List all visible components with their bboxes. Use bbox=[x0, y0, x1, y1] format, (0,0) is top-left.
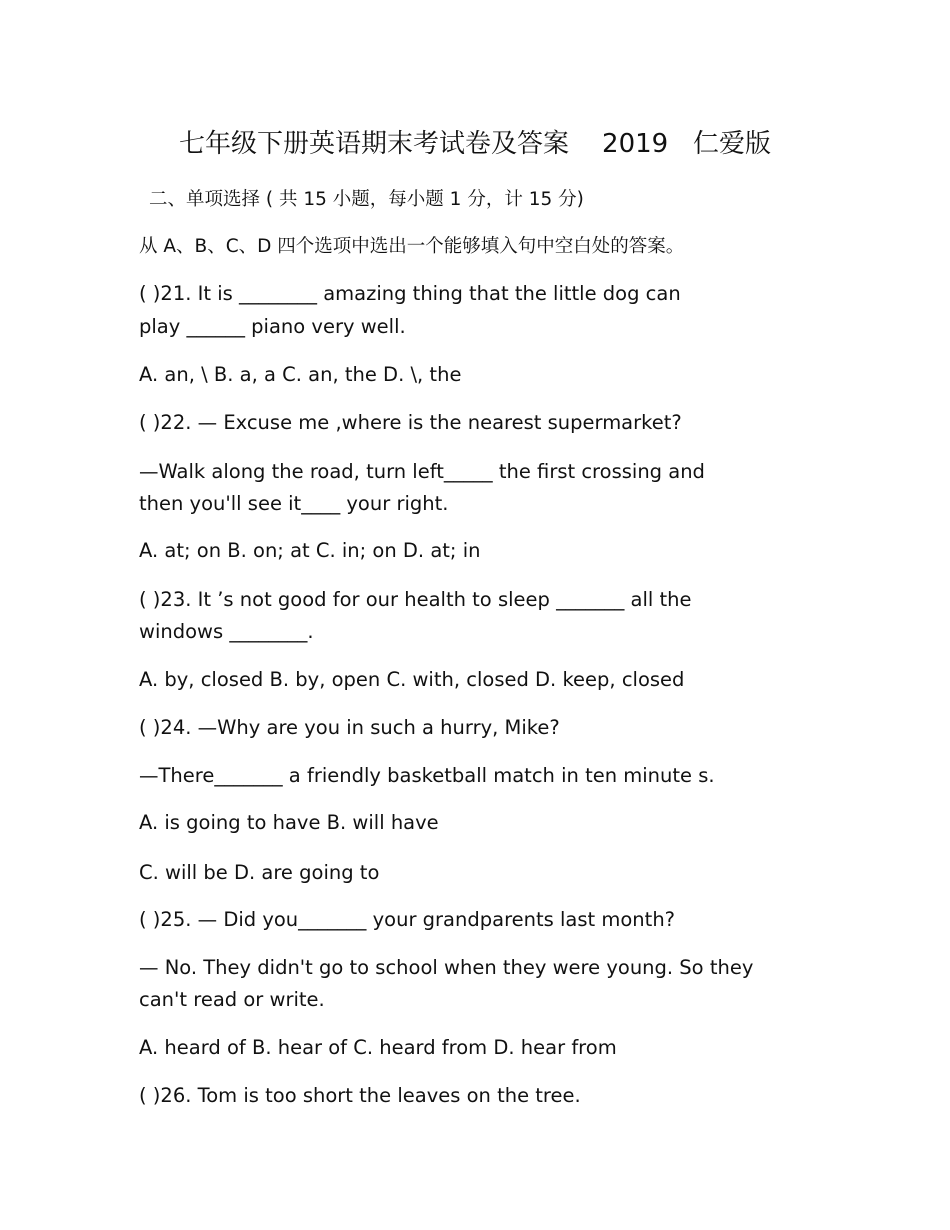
question-21-options: A. an, \ B. a, a C. an, the D. \, the bbox=[139, 363, 462, 386]
question-25-line-2: — No. They didn't go to school when they were young. So they bbox=[139, 956, 754, 979]
instructions: 从 A、B、C、D 四个选项中选出一个能够填入句中空白处的答案。 bbox=[139, 236, 685, 257]
question-24-line-2: —There_______ a friendly basketball match in ten minute s. bbox=[139, 764, 715, 787]
question-22-line-3: then you'll see it____ your right. bbox=[139, 492, 449, 515]
question-25-line-3: can't read or write. bbox=[139, 988, 325, 1011]
question-24-options-1: A. is going to have B. will have bbox=[139, 811, 439, 834]
question-22-options: A. at; on B. on; at C. in; on D. at; in bbox=[139, 539, 481, 562]
section-heading: 二、单项选择 ( 共 15 小题，每小题 1 分，计 15 分) bbox=[149, 189, 584, 210]
question-24-options-2: C. will be D. are going to bbox=[139, 861, 380, 884]
question-21-line-1: ( )21. It is ________ amazing thing that the little dog can bbox=[139, 282, 681, 305]
question-26-line-1: ( )26. Tom is too short the leaves on the tree. bbox=[139, 1084, 581, 1107]
question-23-line-2: windows ________. bbox=[139, 620, 314, 643]
question-22-line-1: ( )22. — Excuse me ,where is the nearest supermarket? bbox=[139, 411, 682, 434]
question-23-line-1: ( )23. It ’s not good for our health to sleep _______ all the bbox=[139, 588, 692, 611]
question-25-options: A. heard of B. hear of C. heard from D. hear from bbox=[139, 1036, 617, 1059]
question-24-line-1: ( )24. —Why are you in such a hurry, Mike? bbox=[139, 716, 560, 739]
question-22-line-2: —Walk along the road, turn left_____ the first crossing and bbox=[139, 460, 705, 483]
document-title: 七年级下册英语期末考试卷及答案 2019 仁爱版 bbox=[178, 129, 772, 159]
question-23-options: A. by, closed B. by, open C. with, closed D. keep, closed bbox=[139, 668, 685, 691]
question-25-line-1: ( )25. — Did you_______ your grandparents last month? bbox=[139, 908, 676, 931]
question-21-line-2: play ______ piano very well. bbox=[139, 315, 406, 338]
